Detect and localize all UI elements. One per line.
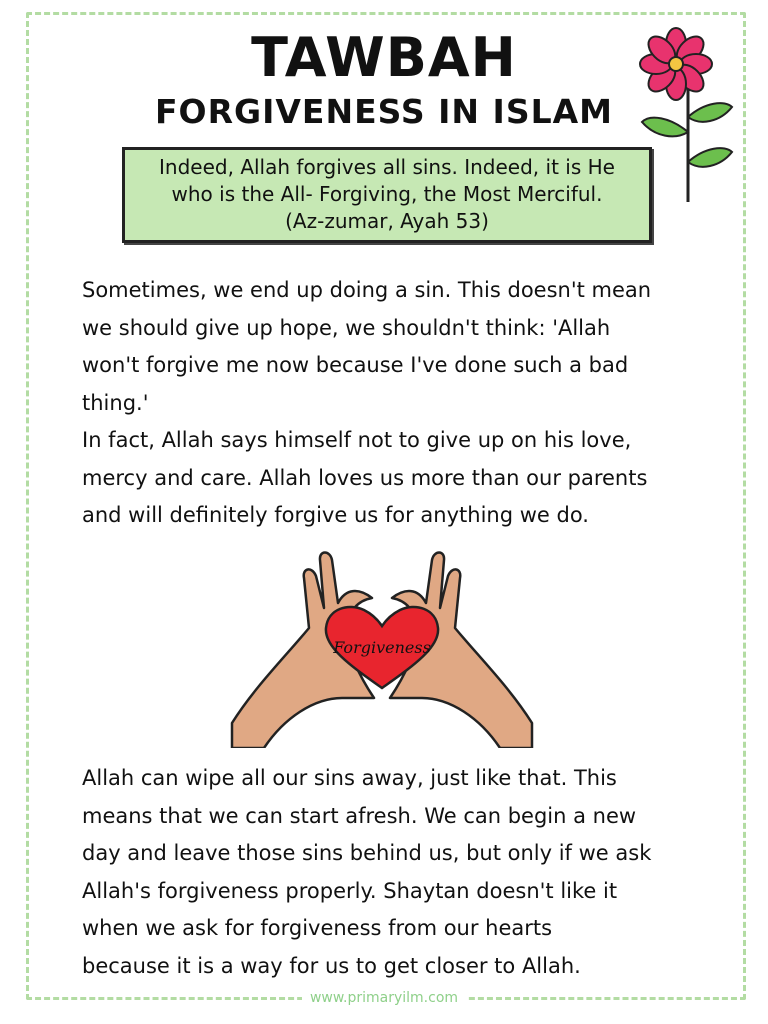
paragraph-line: day and leave those sins behind us, but only if we ask bbox=[82, 841, 652, 865]
paragraph-line: Allah can wipe all our sins away, just like that. This bbox=[82, 766, 617, 790]
paragraph-line: Allah's forgiveness properly. Shaytan doesn't like it bbox=[82, 878, 618, 903]
paragraph-line: means that we can start afresh. We can begin a new bbox=[82, 803, 637, 828]
paragraph-line: In fact, Allah says himself not to give up on his love, bbox=[82, 428, 632, 452]
paragraph-two bbox=[82, 760, 712, 985]
quote-line: Indeed, Allah forgives all sins. Indeed, it is He bbox=[159, 155, 615, 179]
website-link[interactable]: www.primaryilm.com bbox=[302, 990, 466, 1006]
paragraph-line: Sometimes, we end up doing a sin. This doesn't mean bbox=[82, 278, 652, 302]
paragraph-line: and will definitely forgive us for anything we do. bbox=[82, 503, 589, 527]
heart-label: Forgiveness bbox=[333, 638, 431, 657]
quote-box bbox=[122, 147, 652, 243]
quote-line: who is the All- Forgiving, the Most Merciful. bbox=[171, 182, 603, 206]
paragraph-line: because it is a way for us to get closer to Allah. bbox=[82, 953, 581, 978]
page-title: TAWBAH bbox=[251, 26, 517, 89]
page-subtitle: FORGIVENESS IN ISLAM bbox=[155, 92, 613, 131]
paragraph-line: when we ask for forgiveness from our hearts bbox=[82, 916, 553, 940]
quote-reference: (Az-zumar, Ayah 53) bbox=[285, 209, 489, 233]
paragraph-line: won't forgive me now because I've done such a bad bbox=[82, 353, 629, 377]
paragraph-line: thing.' bbox=[82, 390, 149, 415]
heart-hands-illustration bbox=[224, 548, 540, 748]
footer bbox=[0, 990, 768, 1006]
paragraph-line: mercy and care. Allah loves us more than our parents bbox=[82, 465, 648, 490]
paragraph-one bbox=[82, 272, 712, 535]
paragraph-line: we should give up hope, we shouldn't think: 'Allah bbox=[82, 315, 611, 340]
